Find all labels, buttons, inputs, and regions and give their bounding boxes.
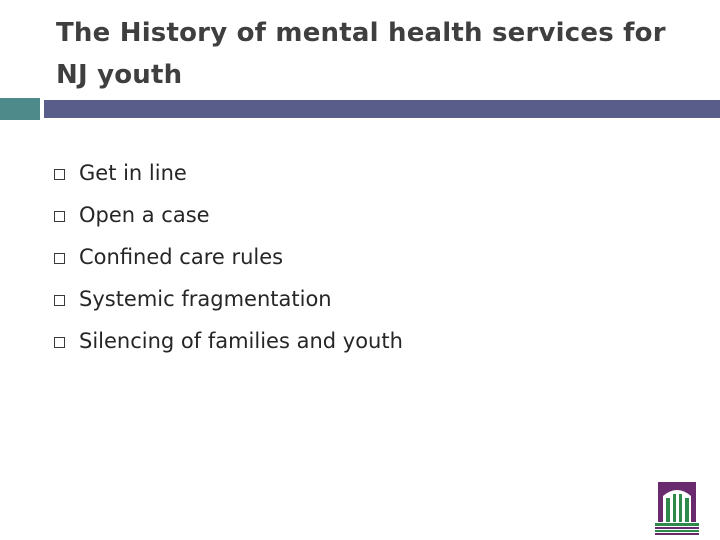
bullet-item xyxy=(54,194,403,236)
checkbox-square-icon xyxy=(54,169,65,180)
bullet-text: Systemic fragmentation xyxy=(79,287,332,311)
bullet-item xyxy=(54,152,403,194)
checkbox-square-icon xyxy=(54,337,65,348)
bullet-item xyxy=(54,278,403,320)
title-accent-block xyxy=(0,98,40,120)
bullet-text: Open a case xyxy=(79,203,210,227)
bullet-text: Get in line xyxy=(79,161,187,185)
bullet-list xyxy=(54,152,403,362)
building-arch-logo-icon xyxy=(654,480,702,536)
checkbox-square-icon xyxy=(54,253,65,264)
checkbox-square-icon xyxy=(54,295,65,306)
bullet-item xyxy=(54,236,403,278)
bullet-text: Silencing of families and youth xyxy=(79,329,403,353)
slide-title: The History of mental health services for NJ youth xyxy=(56,18,666,90)
bullet-text: Confined care rules xyxy=(79,245,284,269)
title-accent-bar xyxy=(44,100,720,118)
bullet-item xyxy=(54,320,403,362)
checkbox-square-icon xyxy=(54,211,65,222)
